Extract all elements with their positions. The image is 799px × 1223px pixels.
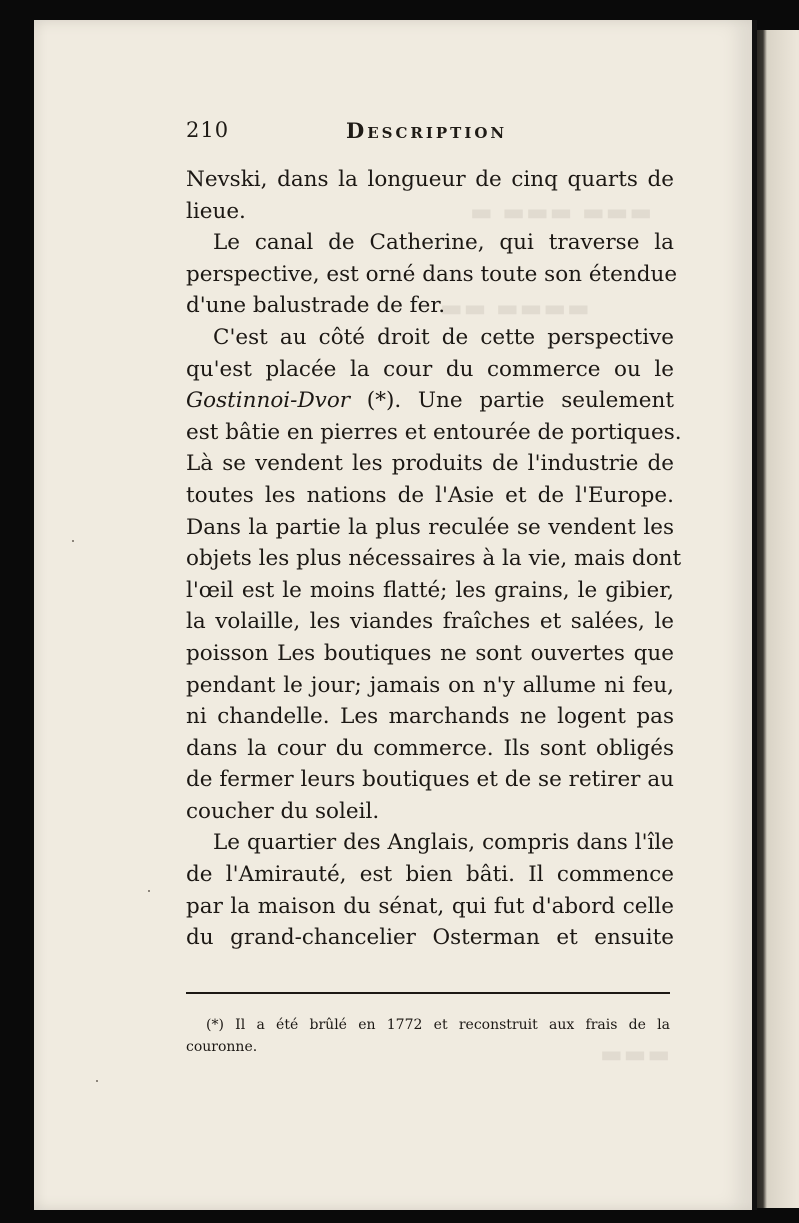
adjacent-page-edge [757, 30, 799, 1208]
footnote-line: couronne. [186, 1039, 258, 1055]
text-line: objets les plus nécessaires à la vie, mais dont [186, 546, 682, 572]
text-line: l'œil est le moins flatté; les grains, le gibier, [186, 577, 674, 603]
text-line: perspective, est orné dans toute son étendue [186, 261, 678, 287]
text-line: d'une balustrade de fer. [186, 293, 446, 319]
text-line: Le quartier des Anglais, compris dans l'île [213, 830, 674, 856]
page-header [186, 118, 686, 148]
text-line: de fermer leurs boutiques et de se retirer au [186, 767, 674, 793]
text-line: lieue. [186, 198, 246, 224]
paper-speck [96, 1080, 98, 1082]
running-title: Description [346, 118, 508, 143]
bleed-through-texture: ▬ ▬▬▬ ▬▬▬ [470, 198, 653, 226]
text-line-rest: (*). Une partie seulement [350, 388, 674, 414]
footnote-rule [186, 992, 670, 994]
text-line: poisson Les boutiques ne sont ouvertes que [186, 640, 674, 666]
text-line-with-italic [186, 385, 674, 417]
text-line: Le canal de Catherine, qui traverse la [213, 230, 674, 256]
bleed-through-texture: ▬▬ ▬▬▬▬ [440, 294, 591, 322]
footnote-line: (*) Il a été brûlé en 1772 et reconstruit aux frais de la [206, 1017, 670, 1033]
text-line: la volaille, les viandes fraîches et salées, le [186, 609, 674, 635]
text-line: Là se vendent les produits de l'industrie de [186, 451, 674, 477]
text-line: Dans la partie la plus reculée se vendent les [186, 514, 674, 540]
text-line: ni chandelle. Les marchands ne logent pas [186, 704, 674, 730]
footnote [186, 1014, 670, 1058]
text-line: qu'est placée la cour du commerce ou le [186, 356, 674, 382]
text-line: par la maison du sénat, qui fut d'abord celle [186, 893, 674, 919]
text-line: toutes les nations de l'Asie et de l'Europe. [186, 482, 674, 508]
text-line: est bâtie en pierres et entourée de portiques. [186, 419, 682, 445]
body-text [186, 164, 682, 954]
text-line: du grand-chancelier Osterman et ensuite [186, 925, 674, 951]
text-line: C'est au côté droit de cette perspective [213, 324, 674, 350]
paper-speck [148, 890, 150, 892]
paper-speck [72, 540, 74, 542]
text-line: de l'Amirauté, est bien bâti. Il commence [186, 862, 674, 888]
text-line: dans la cour du commerce. Ils sont obligés [186, 735, 674, 761]
bleed-through-texture: ▬▬▬ [600, 1040, 672, 1068]
text-line: pendant le jour; jamais on n'y allume ni feu, [186, 672, 674, 698]
text-line: coucher du soleil. [186, 798, 380, 824]
page-number: 210 [186, 118, 230, 142]
text-line: Nevski, dans la longueur de cinq quarts de [186, 167, 674, 192]
italic-place-name: Gostinnoi-Dvor [186, 388, 351, 414]
